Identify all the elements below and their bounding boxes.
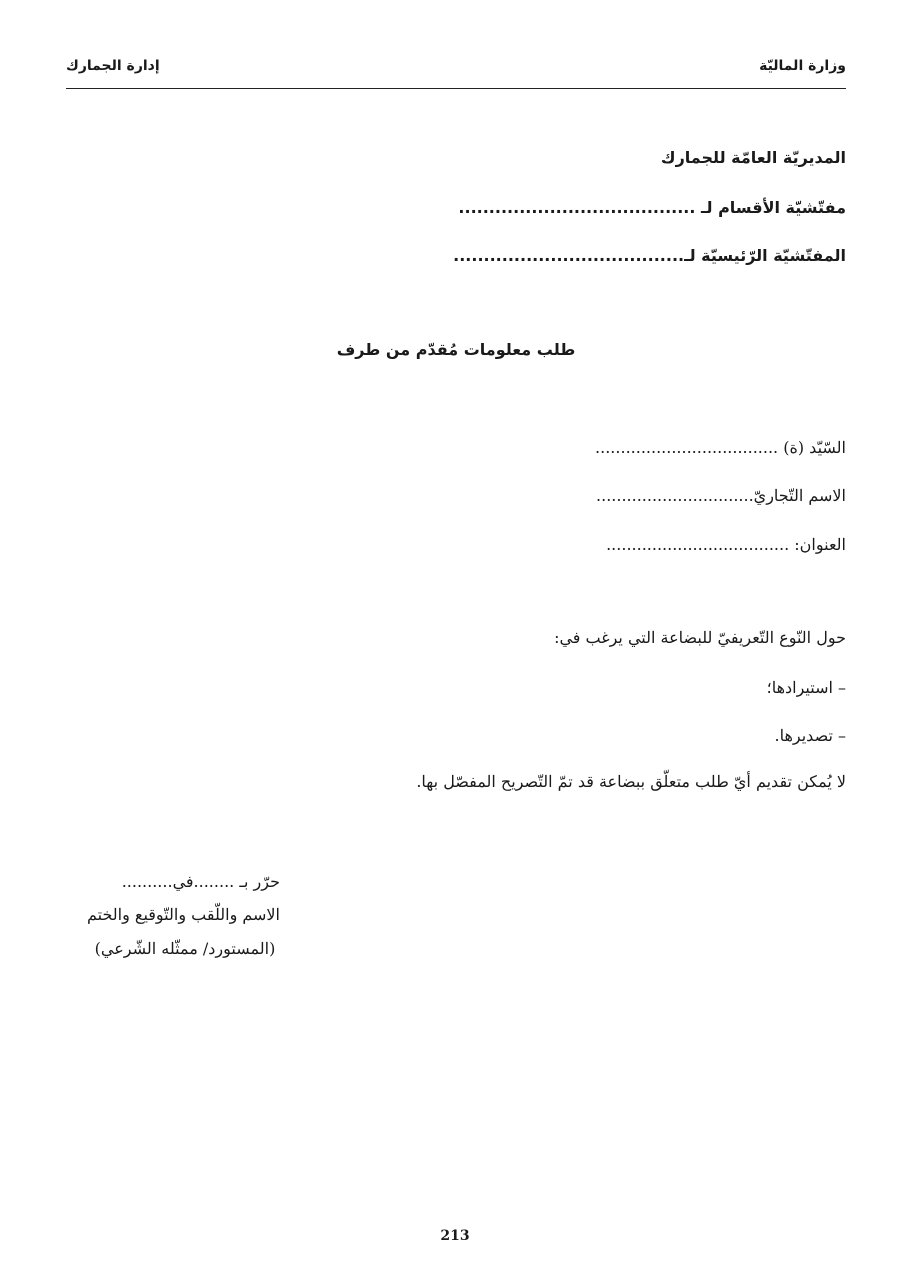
- address-field: العنوان: ....................................: [606, 535, 846, 554]
- page-number: 213: [440, 1228, 470, 1244]
- main-inspectorate-line: المفتّشيّة الرّئيسيّة لـ......................................: [453, 246, 846, 265]
- form-title: [0, 340, 910, 359]
- signature-place-date: حرّر بـ ........في..........: [121, 872, 280, 891]
- list-item-export: – تصديرها.: [774, 726, 846, 745]
- customs-administration-label: إدارة الجمارك: [66, 58, 160, 74]
- form-title-text: طلب معلومات مُقدّم من طرف: [336, 340, 576, 359]
- intro-paragraph: حول النّوع التّعريفيّ للبضاعة التي يرغب في:: [554, 628, 846, 647]
- trade-name-field: الاسم التّجاريّ...............................: [596, 486, 846, 505]
- signature-name-stamp: الاسم واللّقب والتّوقيع والختم: [86, 905, 280, 924]
- directorate-line: المديريّة العامّة للجمارك: [660, 148, 846, 167]
- page-header: [66, 58, 846, 89]
- ministry-label: وزارة الماليّة: [759, 58, 846, 74]
- name-field: السّيّد (ة) ....................................: [595, 438, 846, 457]
- note-paragraph: لا يُمكن تقديم أيّ طلب متعلّق ببضاعة قد تمّ التّصريح المفصّل بها.: [416, 772, 846, 791]
- signature-role: (المستورد/ ممثّله الشّرعي): [94, 939, 276, 958]
- divisions-inspectorate-line: مفتّشيّة الأقسام لـ .......................................: [458, 198, 846, 217]
- list-item-import: – استيرادها؛: [766, 678, 846, 697]
